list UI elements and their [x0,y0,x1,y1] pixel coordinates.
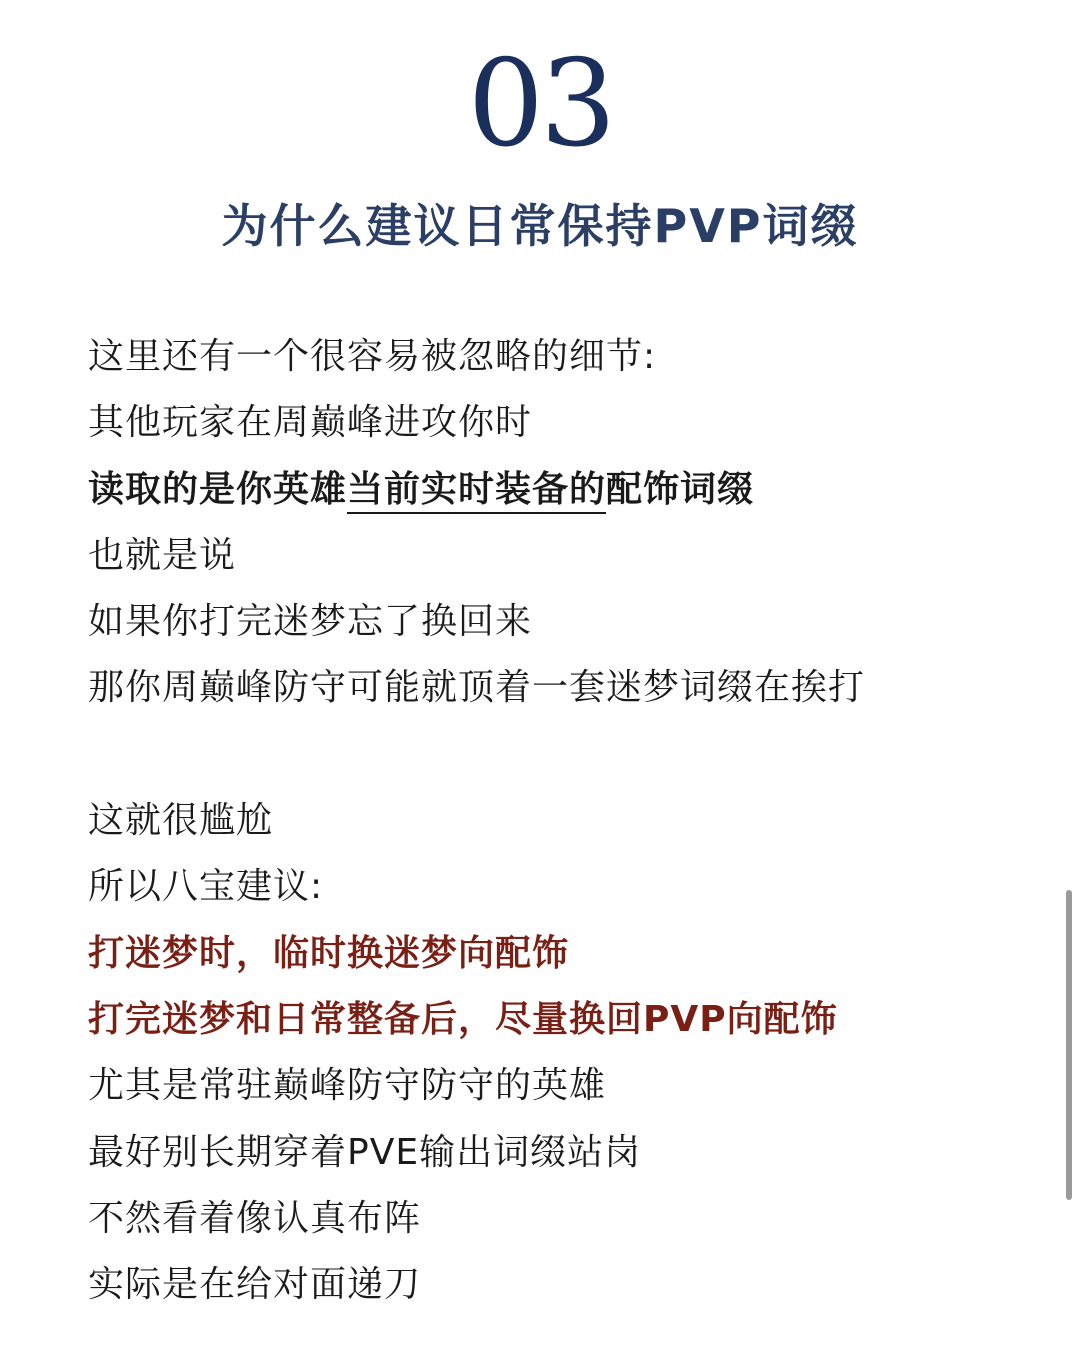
text-line: 这里还有一个很容易被忽略的细节: [88,336,657,377]
text-line: 尤其是常驻巅峰防守防守的英雄 [88,1065,607,1107]
underlined-text: 当前实时装备的 [347,469,606,514]
section-number: 03 [467,35,613,174]
text-line: 那你周巅峰防守可能就顶着一套迷梦词缀在挨打 [88,667,866,709]
text-line: 这就很尴尬 [88,800,274,842]
emphasis-line [88,457,1048,523]
text-line: 如果你打完迷梦忘了换回来 [88,601,533,643]
highlight-line: 打迷梦时，临时换迷梦向配饰 [88,932,570,974]
text-line: 其他玩家在周巅峰进攻你时 [88,402,533,444]
emphasis-text: 读取的是你英雄 [88,468,348,510]
text-line: 也就是说 [88,534,237,576]
article-body [88,324,1048,1318]
text-line: 不然看着像认真布阵 [88,1197,422,1239]
text-line: 实际是在给对面递刀 [88,1264,422,1306]
text-line: 所以八宝建议: [88,866,324,908]
paragraph-spacer [88,722,1048,788]
emphasis-text: 配饰词缀 [606,468,755,510]
vertical-scrollbar[interactable] [1066,890,1072,1200]
text-line: 最好别长期穿着PVE输出词缀站岗 [88,1131,642,1173]
highlight-line: 打完迷梦和日常整备后，尽量换回PVP向配饰 [88,998,838,1040]
section-title: 为什么建议日常保持PVP词缀 [221,199,859,253]
